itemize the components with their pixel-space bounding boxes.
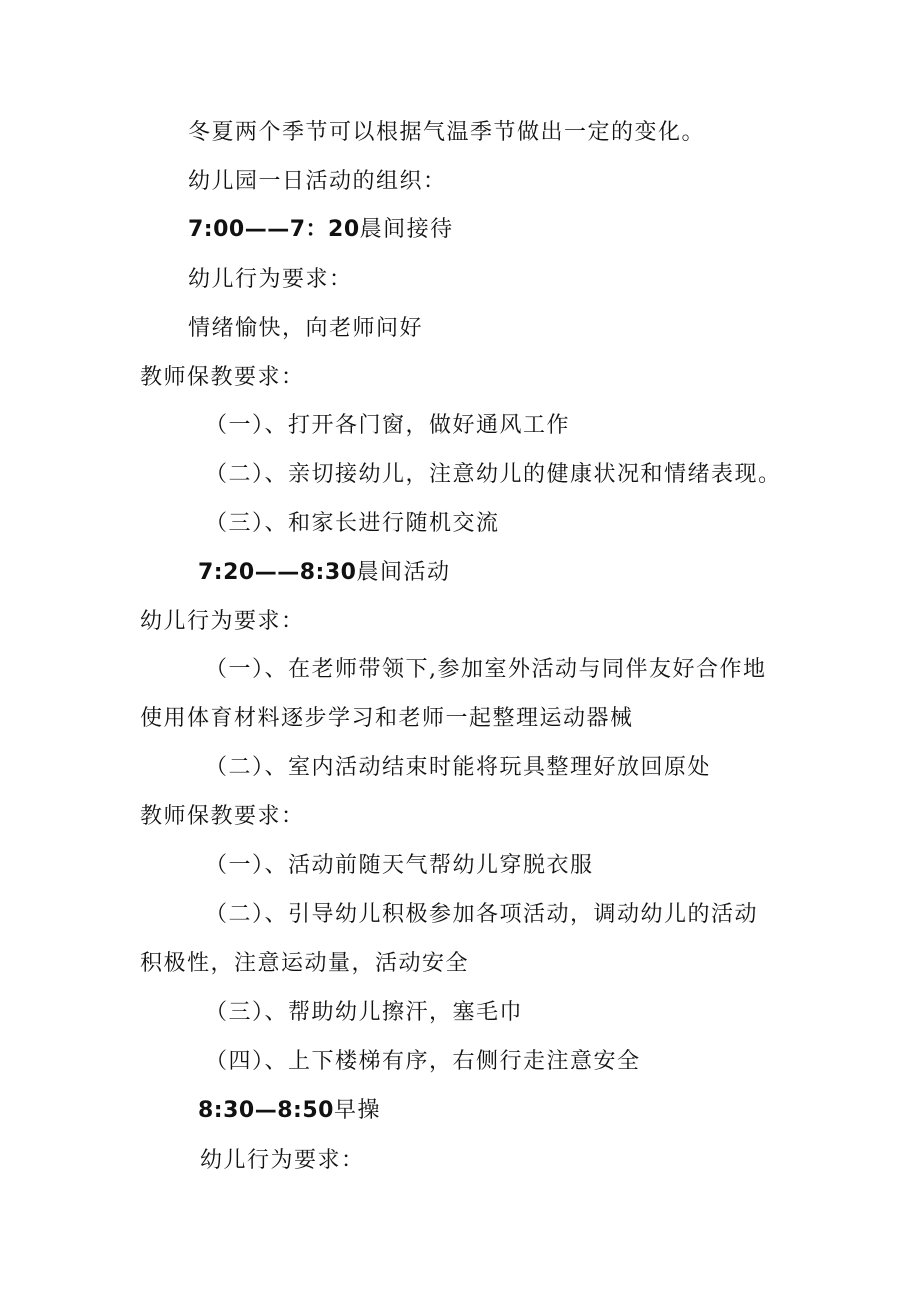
time-range: 7:00——7：20 bbox=[188, 217, 360, 242]
activity-name: 早操 bbox=[333, 1098, 381, 1123]
subsection-label: 幼儿行为要求： bbox=[140, 609, 305, 634]
list-item-continuation: 使用体育材料逐步学习和老师一起整理运动器械 bbox=[140, 706, 634, 731]
subsection-label: 幼儿行为要求： bbox=[200, 1148, 365, 1173]
list-item: （四）、上下楼梯有序，右侧行走注意安全 bbox=[205, 1049, 641, 1074]
subsection-label: 教师保教要求： bbox=[140, 804, 305, 829]
list-item: （二）、引导幼儿积极参加各项活动，调动幼儿的活动 bbox=[205, 902, 759, 927]
activity-name: 晨间活动 bbox=[356, 560, 451, 585]
schedule-time-heading bbox=[198, 560, 450, 586]
list-item: （一）、在老师带领下,参加室外活动与同伴友好合作地 bbox=[205, 657, 767, 682]
schedule-time-heading bbox=[198, 1098, 381, 1124]
section-heading: 幼儿园一日活动的组织： bbox=[188, 169, 447, 194]
activity-name: 晨间接待 bbox=[359, 217, 454, 242]
subsection-label: 教师保教要求： bbox=[140, 365, 305, 390]
list-item: （三）、帮助幼儿擦汗，塞毛巾 bbox=[205, 1000, 524, 1025]
schedule-time-heading bbox=[188, 217, 454, 243]
list-item: （二）、室内活动结束时能将玩具整理好放回原处 bbox=[205, 755, 712, 780]
subsection-label: 幼儿行为要求： bbox=[188, 267, 353, 292]
paragraph-line: 情绪愉快，向老师问好 bbox=[188, 316, 424, 341]
list-item: （二）、亲切接幼儿，注意幼儿的健康状况和情绪表现。 bbox=[205, 462, 782, 487]
time-range: 7:20——8:30 bbox=[198, 560, 357, 585]
list-item: （三）、和家长进行随机交流 bbox=[205, 511, 500, 536]
list-item: （一）、打开各门窗，做好通风工作 bbox=[205, 413, 571, 438]
time-range: 8:30—8:50 bbox=[198, 1098, 334, 1123]
paragraph-line: 冬夏两个季节可以根据气温季节做出一定的变化。 bbox=[188, 120, 706, 145]
list-item-continuation: 积极性，注意运动量，活动安全 bbox=[140, 951, 470, 976]
list-item: （一）、活动前随天气帮幼儿穿脱衣服 bbox=[205, 853, 594, 878]
